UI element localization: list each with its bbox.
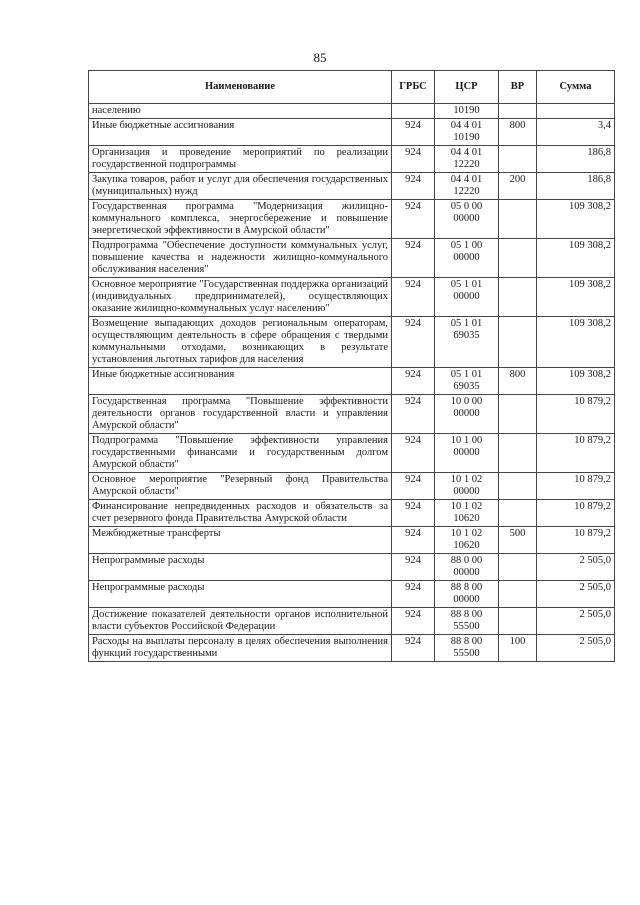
cell-grbs: 924 <box>392 608 435 635</box>
cell-grbs: 924 <box>392 146 435 173</box>
cell-grbs: 924 <box>392 278 435 317</box>
header-vr: ВР <box>499 71 537 104</box>
cell-csr: 05 1 01 00000 <box>435 278 499 317</box>
table-header-row <box>89 71 615 104</box>
cell-grbs: 924 <box>392 317 435 368</box>
table-row <box>89 554 615 581</box>
table-row <box>89 146 615 173</box>
cell-grbs: 924 <box>392 554 435 581</box>
table-body <box>89 104 615 662</box>
table-row <box>89 200 615 239</box>
cell-sum: 186,8 <box>537 146 615 173</box>
cell-vr <box>499 473 537 500</box>
cell-sum: 186,8 <box>537 173 615 200</box>
cell-vr: 800 <box>499 368 537 395</box>
cell-grbs: 924 <box>392 368 435 395</box>
cell-vr <box>499 395 537 434</box>
cell-csr: 88 8 00 00000 <box>435 581 499 608</box>
cell-vr <box>499 608 537 635</box>
cell-sum: 10 879,2 <box>537 527 615 554</box>
table-row <box>89 317 615 368</box>
cell-name: Расходы на выплаты персоналу в целях обеспечения выполнения функций государственными <box>89 635 392 662</box>
cell-grbs: 924 <box>392 200 435 239</box>
cell-sum: 10 879,2 <box>537 434 615 473</box>
cell-sum: 109 308,2 <box>537 239 615 278</box>
cell-vr <box>499 434 537 473</box>
cell-name: Организация и проведение мероприятий по реализации государственной подпрограммы <box>89 146 392 173</box>
table-row <box>89 119 615 146</box>
cell-name: Основное мероприятие "Резервный фонд Правительства Амурской области" <box>89 473 392 500</box>
cell-name: Возмещение выпадающих доходов региональным операторам, осуществляющим деятельность в сфере обращения с твердыми коммунальными отходами, возникающих в результате установления льготных тарифов для населения <box>89 317 392 368</box>
cell-sum: 10 879,2 <box>537 395 615 434</box>
cell-vr: 500 <box>499 527 537 554</box>
cell-csr: 10 1 00 00000 <box>435 434 499 473</box>
cell-grbs: 924 <box>392 395 435 434</box>
table-row <box>89 581 615 608</box>
cell-vr <box>499 278 537 317</box>
cell-vr: 800 <box>499 119 537 146</box>
cell-csr: 05 1 00 00000 <box>435 239 499 278</box>
cell-grbs: 924 <box>392 434 435 473</box>
cell-sum: 2 505,0 <box>537 608 615 635</box>
cell-grbs: 924 <box>392 473 435 500</box>
table-row <box>89 608 615 635</box>
cell-sum: 109 308,2 <box>537 317 615 368</box>
table-row <box>89 173 615 200</box>
cell-vr: 100 <box>499 635 537 662</box>
page-number: 85 <box>313 50 327 65</box>
cell-name: Основное мероприятие "Государственная поддержка организаций (индивидуальных предпринимателей), осуществляющих оказание жилищно-коммунальных услуг населению" <box>89 278 392 317</box>
cell-csr: 04 4 01 12220 <box>435 146 499 173</box>
table-row <box>89 635 615 662</box>
cell-name: Подпрограмма "Обеспечение доступности коммунальных услуг, повышение качества и надежности жилищно-коммунального обслуживания населения" <box>89 239 392 278</box>
cell-vr: 200 <box>499 173 537 200</box>
header-sum: Сумма <box>537 71 615 104</box>
table-row <box>89 473 615 500</box>
cell-vr <box>499 581 537 608</box>
cell-sum: 3,4 <box>537 119 615 146</box>
cell-csr: 88 8 00 55500 <box>435 635 499 662</box>
cell-csr: 05 1 01 69035 <box>435 317 499 368</box>
table-row <box>89 278 615 317</box>
cell-name: Финансирование непредвиденных расходов и обязательств за счет резервного фонда Правительства Амурской области <box>89 500 392 527</box>
cell-csr: 88 8 00 55500 <box>435 608 499 635</box>
table-row <box>89 434 615 473</box>
cell-name: Закупка товаров, работ и услуг для обеспечения государственных (муниципальных) нужд <box>89 173 392 200</box>
cell-grbs <box>392 104 435 119</box>
cell-grbs: 924 <box>392 119 435 146</box>
cell-csr: 05 0 00 00000 <box>435 200 499 239</box>
cell-csr: 10 1 02 10620 <box>435 500 499 527</box>
table-row <box>89 527 615 554</box>
table-row <box>89 104 615 119</box>
cell-vr <box>499 554 537 581</box>
cell-grbs: 924 <box>392 581 435 608</box>
cell-csr: 04 4 01 12220 <box>435 173 499 200</box>
cell-vr <box>499 104 537 119</box>
cell-sum: 2 505,0 <box>537 581 615 608</box>
cell-name: Иные бюджетные ассигнования <box>89 119 392 146</box>
cell-sum: 10 879,2 <box>537 473 615 500</box>
cell-name: Непрограммные расходы <box>89 581 392 608</box>
cell-sum: 10 879,2 <box>537 500 615 527</box>
cell-csr: 10190 <box>435 104 499 119</box>
cell-name: Государственная программа "Модернизация жилищно-коммунального комплекса, энергосбережение и повышение энергетической эффективности в Амурской области" <box>89 200 392 239</box>
cell-grbs: 924 <box>392 239 435 278</box>
table-row <box>89 239 615 278</box>
table-row <box>89 500 615 527</box>
cell-vr <box>499 146 537 173</box>
cell-name: Достижение показателей деятельности органов исполнительной власти субъектов Российской Федерации <box>89 608 392 635</box>
cell-csr: 04 4 01 10190 <box>435 119 499 146</box>
cell-sum: 2 505,0 <box>537 635 615 662</box>
cell-vr <box>499 200 537 239</box>
cell-grbs: 924 <box>392 500 435 527</box>
cell-csr: 05 1 01 69035 <box>435 368 499 395</box>
cell-sum: 2 505,0 <box>537 554 615 581</box>
cell-grbs: 924 <box>392 173 435 200</box>
cell-sum <box>537 104 615 119</box>
cell-vr <box>499 239 537 278</box>
table-row <box>89 395 615 434</box>
cell-vr <box>499 500 537 527</box>
cell-csr: 10 1 02 10620 <box>435 527 499 554</box>
cell-name: Межбюджетные трансферты <box>89 527 392 554</box>
cell-name: Непрограммные расходы <box>89 554 392 581</box>
cell-vr <box>499 317 537 368</box>
table-row <box>89 368 615 395</box>
cell-name: населению <box>89 104 392 119</box>
cell-name: Иные бюджетные ассигнования <box>89 368 392 395</box>
header-grbs: ГРБС <box>392 71 435 104</box>
header-csr: ЦСР <box>435 71 499 104</box>
cell-csr: 88 0 00 00000 <box>435 554 499 581</box>
cell-grbs: 924 <box>392 527 435 554</box>
cell-name: Государственная программа "Повышение эффективности деятельности органов государственной власти и управления Амурской области" <box>89 395 392 434</box>
cell-sum: 109 308,2 <box>537 278 615 317</box>
header-name: Наименование <box>89 71 392 104</box>
cell-csr: 10 0 00 00000 <box>435 395 499 434</box>
cell-grbs: 924 <box>392 635 435 662</box>
budget-table <box>88 70 615 662</box>
cell-sum: 109 308,2 <box>537 200 615 239</box>
cell-name: Подпрограмма "Повышение эффективности управления государственными финансами и государственным долгом Амурской области" <box>89 434 392 473</box>
cell-csr: 10 1 02 00000 <box>435 473 499 500</box>
cell-sum: 109 308,2 <box>537 368 615 395</box>
